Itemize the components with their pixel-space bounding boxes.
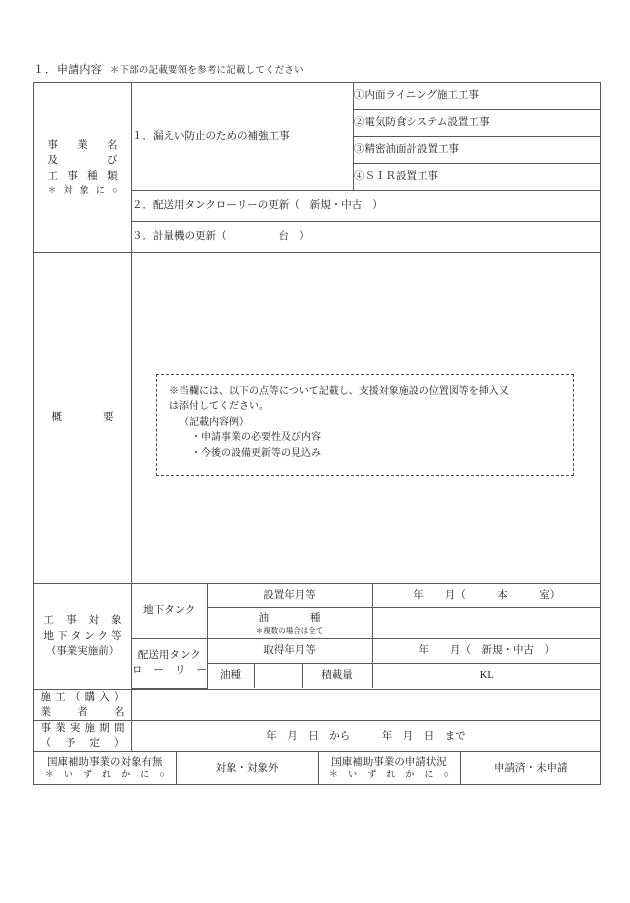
install-date-label: 設置年月等 — [207, 584, 372, 608]
work-item-3[interactable] — [132, 222, 601, 253]
instruction-bullet-1: ・申請事業の必要性及び内容 — [191, 432, 321, 444]
work-item-2[interactable] — [132, 191, 601, 222]
instruction-line-2: は添付してください。 — [169, 401, 269, 413]
work-item-3-unit: 台 — [278, 231, 289, 243]
section-title-text: 申請内容 — [57, 64, 102, 76]
contractor-label-line1: 施工（購入） — [40, 691, 125, 703]
table-row-period — [34, 720, 601, 751]
contractor-value[interactable] — [132, 689, 601, 720]
work-item-2-choices[interactable]: 新規・中古 — [309, 200, 363, 212]
table-row-target — [34, 584, 601, 690]
business-type-label-line1: 事業名 — [47, 140, 118, 152]
work-option-row — [354, 110, 600, 137]
subsidy-cell — [34, 752, 601, 785]
target-label-line3: （事業実施前） — [45, 645, 120, 657]
subsidy-status-value[interactable]: 申請済・未申請 — [460, 752, 601, 784]
table-row-contractor — [34, 689, 601, 720]
work-item-3-suffix: ） — [299, 231, 310, 243]
tanker-label-line1: 配送用タンク — [137, 649, 201, 661]
install-date-value[interactable]: 年 月（ 本 室） — [372, 584, 601, 608]
table-row-outline — [34, 253, 601, 584]
business-type-label-line4: ＊対象に○ — [47, 184, 118, 195]
work-option-row — [354, 83, 600, 110]
period-value[interactable]: 年 月 日 から 年 月 日 まで — [132, 720, 601, 751]
capacity-label: 積載量 — [302, 664, 372, 689]
work-option-4[interactable]: ④ＳＩＲ設置工事 — [354, 164, 600, 191]
instruction-bullet-2: ・今後の設備更新等の見込み — [191, 447, 321, 459]
tanker-label-line2: ローリー — [132, 665, 207, 677]
capacity-value[interactable]: KL — [372, 664, 601, 689]
period-label-line2: （予定） — [40, 738, 125, 750]
instruction-line-3: （記載内容例） — [179, 416, 249, 428]
acquire-date-value[interactable]: 年 月（ 新規・中古 ） — [372, 639, 601, 664]
application-form-table — [33, 82, 601, 785]
section-number: １． — [33, 64, 57, 76]
subsidy-status-label-line1: 国庫補助事業の申請状況 — [331, 757, 447, 769]
contractor-label-cell — [34, 689, 132, 720]
target-row-install-date — [132, 584, 601, 608]
table-row-business-type — [34, 83, 601, 191]
target-label-cell — [34, 584, 132, 690]
work-options-table — [354, 83, 600, 190]
subsidy-eligibility-label-line1: 国庫補助事業の対象有無 — [47, 757, 163, 769]
outline-label-cell — [34, 253, 132, 584]
subsidy-status-label-line2: ＊いずれかに○ — [329, 769, 449, 780]
subsidy-eligibility-label-line2: ＊いずれかに○ — [44, 769, 165, 780]
table-row-subsidy — [34, 752, 601, 785]
target-detail-table — [132, 584, 601, 689]
tanker-label-cell — [132, 639, 207, 689]
target-label-line1: 工事対象 — [43, 615, 122, 627]
work-item-1-options-cell — [354, 83, 601, 191]
work-item-3-prefix: ３．計量機の更新（ — [132, 231, 227, 243]
underground-tank-label: 地下タンク — [132, 584, 207, 639]
acquire-date-label: 取得年月等 — [207, 639, 372, 664]
subsidy-table — [34, 752, 601, 784]
instruction-line-1: ※当欄には、以下の点等について記載し、支援対象施設の位置図等を挿入又 — [169, 385, 509, 397]
oil-type-label: 油種 — [258, 613, 321, 625]
section-note: ＊下部の記載要領を参考に記載してください — [109, 66, 304, 76]
work-item-2-suffix: ） — [372, 200, 383, 212]
work-option-3[interactable]: ③精密油面計設置工事 — [354, 137, 600, 164]
tanker-oil-label: 油種 — [207, 664, 254, 689]
subsidy-row — [34, 752, 601, 784]
period-label-cell — [34, 720, 132, 751]
subsidy-eligibility-label-cell — [34, 752, 176, 784]
oil-type-value[interactable] — [372, 608, 601, 639]
tanker-oil-value[interactable] — [254, 664, 302, 689]
work-option-2[interactable]: ②電気防食システム設置工事 — [354, 110, 600, 137]
outline-label: 概要 — [51, 412, 114, 424]
business-type-label-cell — [34, 83, 132, 253]
oil-type-label-cell — [207, 608, 372, 639]
outline-content-cell[interactable] — [132, 253, 601, 584]
oil-type-note: ＊複数の場合は全て — [255, 625, 324, 635]
work-option-row — [354, 164, 600, 191]
subsidy-eligibility-value[interactable]: 対象・対象外 — [176, 752, 318, 784]
work-item-2-prefix: ２．配送用タンクローリーの更新（ — [132, 200, 300, 212]
work-option-1[interactable]: ①内面ライニング施工工事 — [354, 83, 600, 110]
work-option-row — [354, 137, 600, 164]
target-label-line2: 地下タンク等 — [43, 630, 122, 642]
section-heading — [33, 61, 304, 77]
work-item-1[interactable] — [132, 83, 354, 191]
business-type-label-line3: 工事種類 — [47, 170, 118, 182]
outline-instruction-box — [156, 374, 574, 477]
work-item-1-label: １．漏えい防止のための補強工事 — [132, 130, 290, 142]
period-label-line1: 事業実施期間 — [40, 722, 125, 734]
business-type-label-line2: 及び — [47, 155, 118, 167]
target-row-acquire-date — [132, 639, 601, 664]
target-detail-cell — [132, 584, 601, 690]
subsidy-status-label-cell — [318, 752, 460, 784]
contractor-label-line2: 業者名 — [40, 706, 125, 718]
